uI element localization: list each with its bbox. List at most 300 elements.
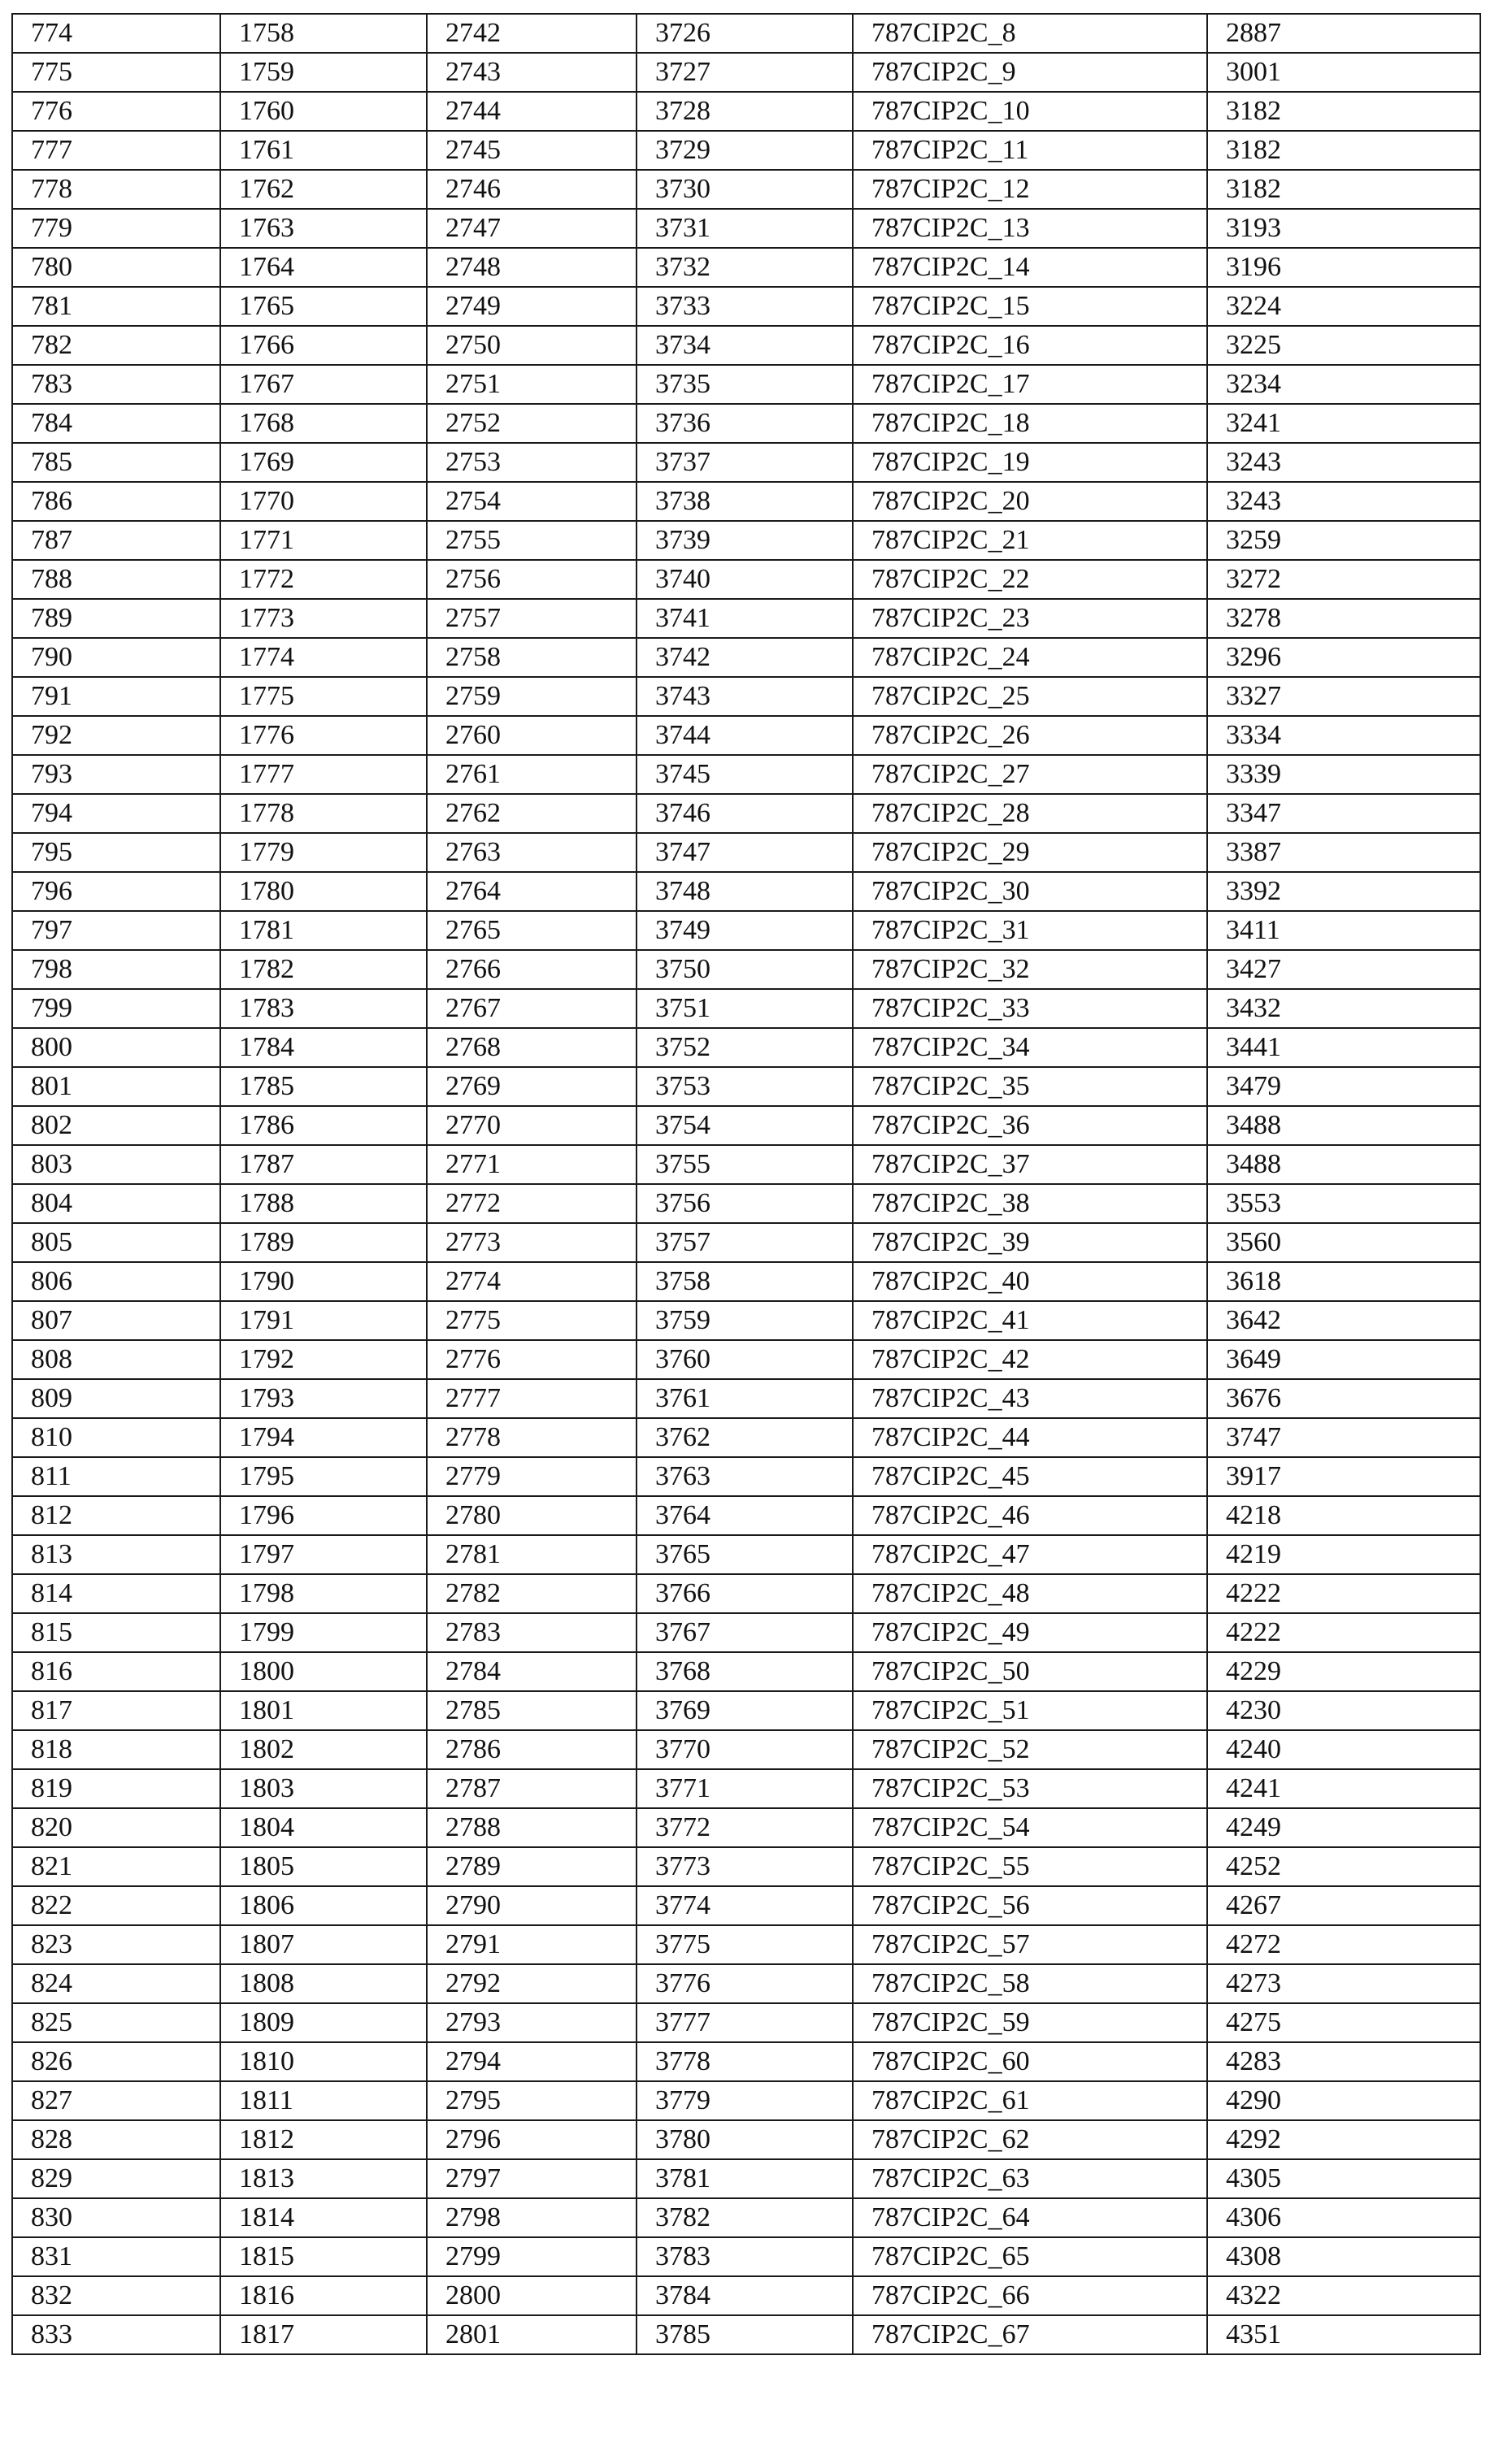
table-row [12,1613,1480,1652]
col-3-cell: 2787 [427,1769,637,1808]
col-5-id-cell: 787CIP2C_20 [853,482,1207,521]
col-5-id-cell: 787CIP2C_13 [853,209,1207,248]
col-4-cell: 3757 [637,1223,853,1262]
col-3-cell: 2781 [427,1535,637,1574]
table-row [12,1535,1480,1574]
table-row [12,53,1480,92]
col-2-cell: 1816 [220,2276,427,2315]
col-4-cell: 3758 [637,1262,853,1301]
col-5-id-cell: 787CIP2C_47 [853,1535,1207,1574]
col-2-cell: 1784 [220,1028,427,1067]
col-4-cell: 3782 [637,2198,853,2237]
col-4-cell: 3735 [637,365,853,404]
col-2-cell: 1760 [220,92,427,131]
col-6-value-cell: 3225 [1207,326,1480,365]
col-6-value-cell: 3411 [1207,911,1480,950]
col-6-value-cell: 3327 [1207,677,1480,716]
table-row [12,1730,1480,1769]
col-5-id-cell: 787CIP2C_59 [853,2003,1207,2042]
col-1-cell: 809 [12,1379,220,1418]
col-6-value-cell: 4222 [1207,1613,1480,1652]
col-4-cell: 3741 [637,599,853,638]
col-3-cell: 2747 [427,209,637,248]
col-6-value-cell: 4322 [1207,2276,1480,2315]
col-6-value-cell: 3001 [1207,53,1480,92]
col-5-id-cell: 787CIP2C_24 [853,638,1207,677]
col-2-cell: 1786 [220,1106,427,1145]
col-4-cell: 3768 [637,1652,853,1691]
col-4-cell: 3746 [637,794,853,833]
col-5-id-cell: 787CIP2C_9 [853,53,1207,92]
col-2-cell: 1815 [220,2237,427,2276]
col-4-cell: 3739 [637,521,853,560]
col-3-cell: 2775 [427,1301,637,1340]
col-2-cell: 1803 [220,1769,427,1808]
col-5-id-cell: 787CIP2C_36 [853,1106,1207,1145]
col-3-cell: 2760 [427,716,637,755]
col-4-cell: 3763 [637,1457,853,1496]
col-2-cell: 1793 [220,1379,427,1418]
table-row [12,92,1480,131]
col-1-cell: 780 [12,248,220,287]
col-5-id-cell: 787CIP2C_23 [853,599,1207,638]
col-2-cell: 1768 [220,404,427,443]
col-1-cell: 827 [12,2081,220,2120]
table-row [12,2276,1480,2315]
col-4-cell: 3729 [637,131,853,170]
col-5-id-cell: 787CIP2C_34 [853,1028,1207,1067]
col-5-id-cell: 787CIP2C_30 [853,872,1207,911]
table-row [12,755,1480,794]
col-6-value-cell: 3479 [1207,1067,1480,1106]
col-6-value-cell: 4306 [1207,2198,1480,2237]
col-4-cell: 3745 [637,755,853,794]
table-row [12,1028,1480,1067]
col-2-cell: 1776 [220,716,427,755]
col-4-cell: 3734 [637,326,853,365]
col-6-value-cell: 4272 [1207,1925,1480,1964]
col-1-cell: 776 [12,92,220,131]
col-6-value-cell: 3427 [1207,950,1480,989]
col-6-value-cell: 3392 [1207,872,1480,911]
table-row [12,1808,1480,1847]
col-4-cell: 3784 [637,2276,853,2315]
col-3-cell: 2786 [427,1730,637,1769]
col-5-id-cell: 787CIP2C_35 [853,1067,1207,1106]
col-6-value-cell: 3272 [1207,560,1480,599]
col-3-cell: 2753 [427,443,637,482]
col-4-cell: 3770 [637,1730,853,1769]
col-2-cell: 1769 [220,443,427,482]
col-3-cell: 2751 [427,365,637,404]
col-2-cell: 1790 [220,1262,427,1301]
table-row [12,833,1480,872]
col-4-cell: 3774 [637,1886,853,1925]
col-5-id-cell: 787CIP2C_48 [853,1574,1207,1613]
col-2-cell: 1765 [220,287,427,326]
col-3-cell: 2752 [427,404,637,443]
col-4-cell: 3754 [637,1106,853,1145]
table-row [12,248,1480,287]
table-row [12,1652,1480,1691]
col-1-cell: 796 [12,872,220,911]
col-3-cell: 2792 [427,1964,637,2003]
col-1-cell: 779 [12,209,220,248]
col-5-id-cell: 787CIP2C_28 [853,794,1207,833]
col-5-id-cell: 787CIP2C_37 [853,1145,1207,1184]
col-5-id-cell: 787CIP2C_54 [853,1808,1207,1847]
col-1-cell: 788 [12,560,220,599]
col-5-id-cell: 787CIP2C_44 [853,1418,1207,1457]
col-2-cell: 1794 [220,1418,427,1457]
col-6-value-cell: 3488 [1207,1145,1480,1184]
col-6-value-cell: 4351 [1207,2315,1480,2354]
col-1-cell: 801 [12,1067,220,1106]
col-2-cell: 1772 [220,560,427,599]
col-6-value-cell: 4241 [1207,1769,1480,1808]
table-row [12,1223,1480,1262]
col-2-cell: 1800 [220,1652,427,1691]
col-2-cell: 1799 [220,1613,427,1652]
col-3-cell: 2776 [427,1340,637,1379]
col-1-cell: 781 [12,287,220,326]
col-3-cell: 2774 [427,1262,637,1301]
col-3-cell: 2763 [427,833,637,872]
table-row [12,2198,1480,2237]
col-1-cell: 831 [12,2237,220,2276]
col-3-cell: 2797 [427,2159,637,2198]
col-6-value-cell: 3676 [1207,1379,1480,1418]
col-3-cell: 2748 [427,248,637,287]
table-row [12,950,1480,989]
col-2-cell: 1810 [220,2042,427,2081]
col-1-cell: 825 [12,2003,220,2042]
col-1-cell: 833 [12,2315,220,2354]
col-4-cell: 3755 [637,1145,853,1184]
col-6-value-cell: 3488 [1207,1106,1480,1145]
table-row [12,1379,1480,1418]
col-1-cell: 797 [12,911,220,950]
col-3-cell: 2764 [427,872,637,911]
col-3-cell: 2798 [427,2198,637,2237]
table-row [12,911,1480,950]
col-3-cell: 2778 [427,1418,637,1457]
col-3-cell: 2801 [427,2315,637,2354]
table-row [12,638,1480,677]
col-5-id-cell: 787CIP2C_27 [853,755,1207,794]
col-4-cell: 3738 [637,482,853,521]
col-2-cell: 1759 [220,53,427,92]
col-4-cell: 3766 [637,1574,853,1613]
col-3-cell: 2768 [427,1028,637,1067]
col-3-cell: 2755 [427,521,637,560]
col-4-cell: 3742 [637,638,853,677]
col-2-cell: 1788 [220,1184,427,1223]
col-3-cell: 2758 [427,638,637,677]
col-1-cell: 810 [12,1418,220,1457]
col-1-cell: 806 [12,1262,220,1301]
col-2-cell: 1789 [220,1223,427,1262]
col-4-cell: 3740 [637,560,853,599]
col-3-cell: 2799 [427,2237,637,2276]
col-4-cell: 3753 [637,1067,853,1106]
col-5-id-cell: 787CIP2C_45 [853,1457,1207,1496]
col-1-cell: 812 [12,1496,220,1535]
col-3-cell: 2796 [427,2120,637,2159]
col-6-value-cell: 3296 [1207,638,1480,677]
col-3-cell: 2780 [427,1496,637,1535]
col-1-cell: 790 [12,638,220,677]
col-4-cell: 3750 [637,950,853,989]
col-3-cell: 2742 [427,14,637,53]
col-6-value-cell: 3347 [1207,794,1480,833]
col-6-value-cell: 3441 [1207,1028,1480,1067]
col-3-cell: 2770 [427,1106,637,1145]
col-4-cell: 3775 [637,1925,853,1964]
table-row [12,1886,1480,1925]
col-1-cell: 813 [12,1535,220,1574]
col-3-cell: 2761 [427,755,637,794]
col-4-cell: 3726 [637,14,853,53]
table-row [12,677,1480,716]
col-1-cell: 798 [12,950,220,989]
table-row [12,1457,1480,1496]
col-5-id-cell: 787CIP2C_61 [853,2081,1207,2120]
col-6-value-cell: 3182 [1207,131,1480,170]
col-3-cell: 2754 [427,482,637,521]
col-5-id-cell: 787CIP2C_49 [853,1613,1207,1652]
col-4-cell: 3752 [637,1028,853,1067]
col-2-cell: 1802 [220,1730,427,1769]
table-row [12,443,1480,482]
col-6-value-cell: 3224 [1207,287,1480,326]
col-3-cell: 2765 [427,911,637,950]
col-2-cell: 1798 [220,1574,427,1613]
table-row [12,2081,1480,2120]
table-row [12,2042,1480,2081]
col-3-cell: 2762 [427,794,637,833]
col-2-cell: 1801 [220,1691,427,1730]
col-1-cell: 814 [12,1574,220,1613]
col-4-cell: 3743 [637,677,853,716]
table-row [12,1847,1480,1886]
col-6-value-cell: 4305 [1207,2159,1480,2198]
col-6-value-cell: 3243 [1207,443,1480,482]
col-1-cell: 795 [12,833,220,872]
col-2-cell: 1792 [220,1340,427,1379]
col-6-value-cell: 4267 [1207,1886,1480,1925]
col-5-id-cell: 787CIP2C_18 [853,404,1207,443]
col-4-cell: 3733 [637,287,853,326]
col-5-id-cell: 787CIP2C_63 [853,2159,1207,2198]
col-5-id-cell: 787CIP2C_32 [853,950,1207,989]
col-1-cell: 799 [12,989,220,1028]
col-3-cell: 2773 [427,1223,637,1262]
col-5-id-cell: 787CIP2C_57 [853,1925,1207,1964]
col-3-cell: 2784 [427,1652,637,1691]
col-2-cell: 1811 [220,2081,427,2120]
col-3-cell: 2800 [427,2276,637,2315]
table-row [12,1262,1480,1301]
col-2-cell: 1764 [220,248,427,287]
col-1-cell: 832 [12,2276,220,2315]
col-4-cell: 3756 [637,1184,853,1223]
col-6-value-cell: 3553 [1207,1184,1480,1223]
col-4-cell: 3744 [637,716,853,755]
col-3-cell: 2785 [427,1691,637,1730]
col-4-cell: 3731 [637,209,853,248]
col-3-cell: 2771 [427,1145,637,1184]
col-5-id-cell: 787CIP2C_55 [853,1847,1207,1886]
table-row [12,1145,1480,1184]
col-2-cell: 1791 [220,1301,427,1340]
col-5-id-cell: 787CIP2C_11 [853,131,1207,170]
col-6-value-cell: 4229 [1207,1652,1480,1691]
col-6-value-cell: 4273 [1207,1964,1480,2003]
col-1-cell: 807 [12,1301,220,1340]
col-4-cell: 3759 [637,1301,853,1340]
col-2-cell: 1781 [220,911,427,950]
col-3-cell: 2783 [427,1613,637,1652]
col-4-cell: 3732 [637,248,853,287]
table-row [12,521,1480,560]
col-6-value-cell: 3432 [1207,989,1480,1028]
col-2-cell: 1761 [220,131,427,170]
col-1-cell: 789 [12,599,220,638]
col-1-cell: 774 [12,14,220,53]
col-3-cell: 2788 [427,1808,637,1847]
col-5-id-cell: 787CIP2C_38 [853,1184,1207,1223]
col-1-cell: 821 [12,1847,220,1886]
col-2-cell: 1778 [220,794,427,833]
table-row [12,326,1480,365]
col-6-value-cell: 3747 [1207,1418,1480,1457]
col-5-id-cell: 787CIP2C_40 [853,1262,1207,1301]
col-1-cell: 775 [12,53,220,92]
table-row [12,1106,1480,1145]
col-6-value-cell: 3560 [1207,1223,1480,1262]
col-2-cell: 1817 [220,2315,427,2354]
col-5-id-cell: 787CIP2C_60 [853,2042,1207,2081]
col-6-value-cell: 4222 [1207,1574,1480,1613]
table-row [12,482,1480,521]
col-4-cell: 3785 [637,2315,853,2354]
col-2-cell: 1804 [220,1808,427,1847]
col-1-cell: 791 [12,677,220,716]
col-1-cell: 830 [12,2198,220,2237]
col-1-cell: 803 [12,1145,220,1184]
col-3-cell: 2795 [427,2081,637,2120]
table-body [12,14,1480,2354]
col-5-id-cell: 787CIP2C_21 [853,521,1207,560]
col-3-cell: 2750 [427,326,637,365]
col-5-id-cell: 787CIP2C_8 [853,14,1207,53]
table-row [12,989,1480,1028]
col-6-value-cell: 3241 [1207,404,1480,443]
col-5-id-cell: 787CIP2C_51 [853,1691,1207,1730]
table-row [12,1769,1480,1808]
col-2-cell: 1780 [220,872,427,911]
table-row [12,794,1480,833]
table-row [12,716,1480,755]
col-6-value-cell: 3259 [1207,521,1480,560]
col-6-value-cell: 4240 [1207,1730,1480,1769]
col-3-cell: 2756 [427,560,637,599]
col-5-id-cell: 787CIP2C_19 [853,443,1207,482]
col-1-cell: 800 [12,1028,220,1067]
col-3-cell: 2791 [427,1925,637,1964]
col-2-cell: 1785 [220,1067,427,1106]
col-5-id-cell: 787CIP2C_42 [853,1340,1207,1379]
col-5-id-cell: 787CIP2C_67 [853,2315,1207,2354]
col-2-cell: 1767 [220,365,427,404]
col-2-cell: 1774 [220,638,427,677]
col-1-cell: 816 [12,1652,220,1691]
col-1-cell: 793 [12,755,220,794]
col-6-value-cell: 3339 [1207,755,1480,794]
col-4-cell: 3773 [637,1847,853,1886]
col-6-value-cell: 3917 [1207,1457,1480,1496]
table-row [12,1340,1480,1379]
col-5-id-cell: 787CIP2C_26 [853,716,1207,755]
col-1-cell: 787 [12,521,220,560]
col-4-cell: 3727 [637,53,853,92]
col-3-cell: 2757 [427,599,637,638]
col-5-id-cell: 787CIP2C_10 [853,92,1207,131]
col-6-value-cell: 3182 [1207,170,1480,209]
col-1-cell: 829 [12,2159,220,2198]
col-2-cell: 1808 [220,1964,427,2003]
col-2-cell: 1782 [220,950,427,989]
table-row [12,1067,1480,1106]
col-1-cell: 824 [12,1964,220,2003]
col-4-cell: 3779 [637,2081,853,2120]
col-3-cell: 2772 [427,1184,637,1223]
col-5-id-cell: 787CIP2C_56 [853,1886,1207,1925]
col-3-cell: 2746 [427,170,637,209]
col-2-cell: 1809 [220,2003,427,2042]
col-1-cell: 817 [12,1691,220,1730]
col-4-cell: 3762 [637,1418,853,1457]
col-1-cell: 826 [12,2042,220,2081]
col-1-cell: 818 [12,1730,220,1769]
col-1-cell: 783 [12,365,220,404]
table-row [12,287,1480,326]
col-6-value-cell: 4219 [1207,1535,1480,1574]
col-6-value-cell: 4308 [1207,2237,1480,2276]
col-1-cell: 794 [12,794,220,833]
table-row [12,872,1480,911]
table-row [12,1691,1480,1730]
col-4-cell: 3778 [637,2042,853,2081]
col-6-value-cell: 4252 [1207,1847,1480,1886]
table-row [12,1301,1480,1340]
col-4-cell: 3730 [637,170,853,209]
col-6-value-cell: 3334 [1207,716,1480,755]
col-3-cell: 2777 [427,1379,637,1418]
sequence-data-table [11,13,1481,2355]
col-5-id-cell: 787CIP2C_33 [853,989,1207,1028]
table-row [12,1964,1480,2003]
col-1-cell: 782 [12,326,220,365]
col-4-cell: 3747 [637,833,853,872]
col-2-cell: 1783 [220,989,427,1028]
col-5-id-cell: 787CIP2C_31 [853,911,1207,950]
col-2-cell: 1807 [220,1925,427,1964]
col-5-id-cell: 787CIP2C_53 [853,1769,1207,1808]
col-4-cell: 3780 [637,2120,853,2159]
col-4-cell: 3736 [637,404,853,443]
